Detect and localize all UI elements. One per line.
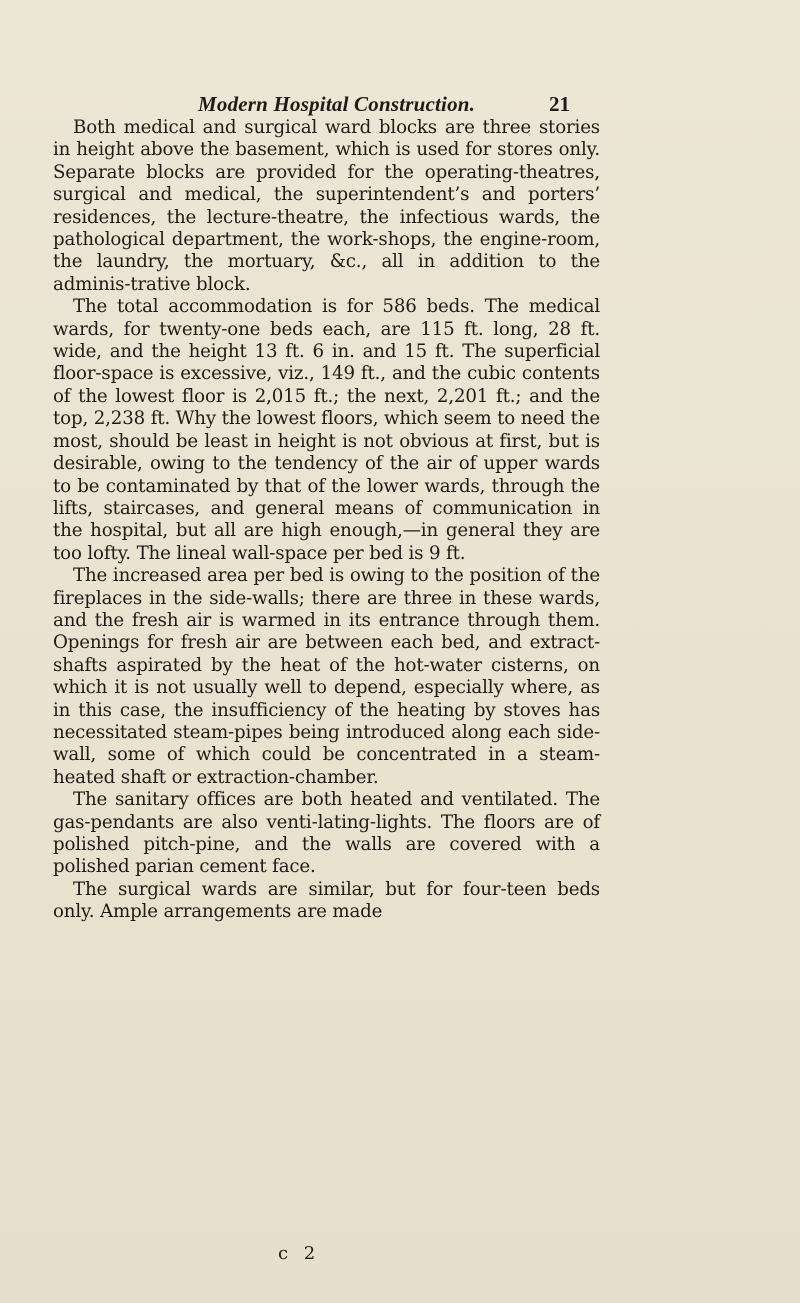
body-text xyxy=(53,117,600,924)
page-header xyxy=(198,92,570,117)
paragraph-1: Both medical and surgical ward blocks are three stories in height above the basement, which is used for stores only. Separate blocks are provided for the operating-theatres, surgical and medical, the superintendent’s and porters’ residences, the lecture-theatre, the infectious wards, the pathological department, the work-shops, the engine-room, the laundry, the mortuary, &c., all in addition to the adminis-trative block. xyxy=(53,117,600,295)
page-number: 21 xyxy=(549,92,570,116)
paragraph-3: The increased area per bed is owing to the position of the fireplaces in the side-walls; there are three in these wards, and the fresh air is warmed in its entrance through them. Openings for fresh air are between each bed, and extract-shafts aspirated by the heat of the hot-water cisterns, on which it is not usually well to depend, especially where, as in this case, the insufficiency of the heating by stoves has necessitated steam-pipes being introduced along each side-wall, some of which could be concentrated in a steam-heated shaft or extraction-chamber. xyxy=(53,565,600,788)
running-title: Modern Hospital Construction. xyxy=(198,92,476,116)
paragraph-5: The surgical wards are similar, but for four-teen beds only. Ample arrangements are made xyxy=(53,878,600,923)
paragraph-4: The sanitary offices are both heated and ventilated. The gas-pendants are also venti-lating-lights. The floors are of polished pitch-pine, and the walls are covered with a polished parian cement face. xyxy=(53,789,600,878)
signature-mark: c 2 xyxy=(278,1243,321,1264)
paragraph-2: The total accommodation is for 586 beds. The medical wards, for twenty-one beds each, are 115 ft. long, 28 ft. wide, and the height 13 ft. 6 in. and 15 ft. The superficial floor-space is excessive, viz., 149 ft., and the cubic contents of the lowest floor is 2,015 ft.; the next, 2,201 ft.; and the top, 2,238 ft. Why the lowest floors, which seem to need the most, should be least in height is not obvious at first, but is desirable, owing to the tendency of the air of upper wards to be contaminated by that of the lower wards, through the lifts, staircases, and general means of communication in the hospital, but all are high enough,—in general they are too lofty. The lineal wall-space per bed is 9 ft. xyxy=(53,296,600,564)
